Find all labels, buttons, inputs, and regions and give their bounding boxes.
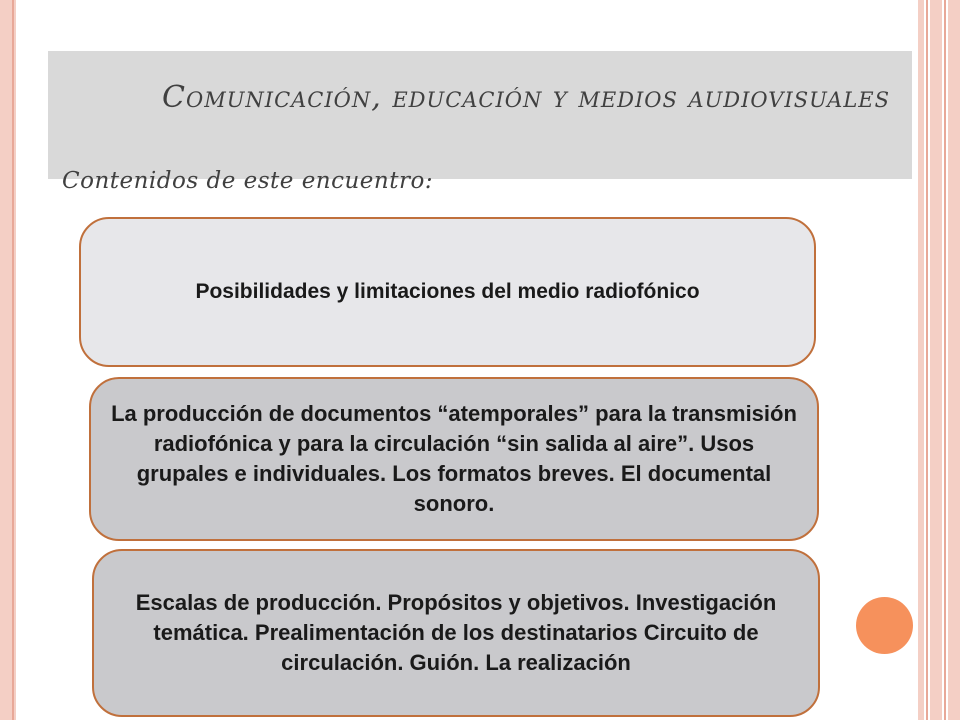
content-box-text: La producción de documentos “atemporales” para la transmisión radiofónica y para la circulación “sin salida al aire”. Usos grupales e individuales. Los formatos breves. El documental sonoro. (111, 401, 797, 516)
right-stripe (918, 0, 924, 720)
left-border-line (12, 0, 14, 720)
right-stripe (944, 0, 946, 720)
content-box-production (92, 549, 820, 717)
content-box-text: Escalas de producción. Propósitos y objetivos. Investigación temática. Prealimentación de los destinatarios Circuito de circulación. Guión. La realización (135, 590, 777, 675)
left-border-decoration (0, 0, 16, 720)
right-stripe (948, 0, 960, 720)
accent-circle (856, 597, 913, 654)
title-band (48, 51, 912, 179)
right-border-decoration (918, 0, 960, 720)
content-box-documents (89, 377, 819, 541)
content-box-radio-limits (79, 217, 816, 367)
slide-subtitle: Contenidos de este encuentro: (62, 168, 434, 194)
slide-title: Comunicación, educación y medios audiovisuales (162, 80, 890, 115)
content-box-text: Posibilidades y limitaciones del medio radiofónico (195, 280, 700, 303)
right-stripe (930, 0, 942, 720)
right-stripe (926, 0, 928, 720)
